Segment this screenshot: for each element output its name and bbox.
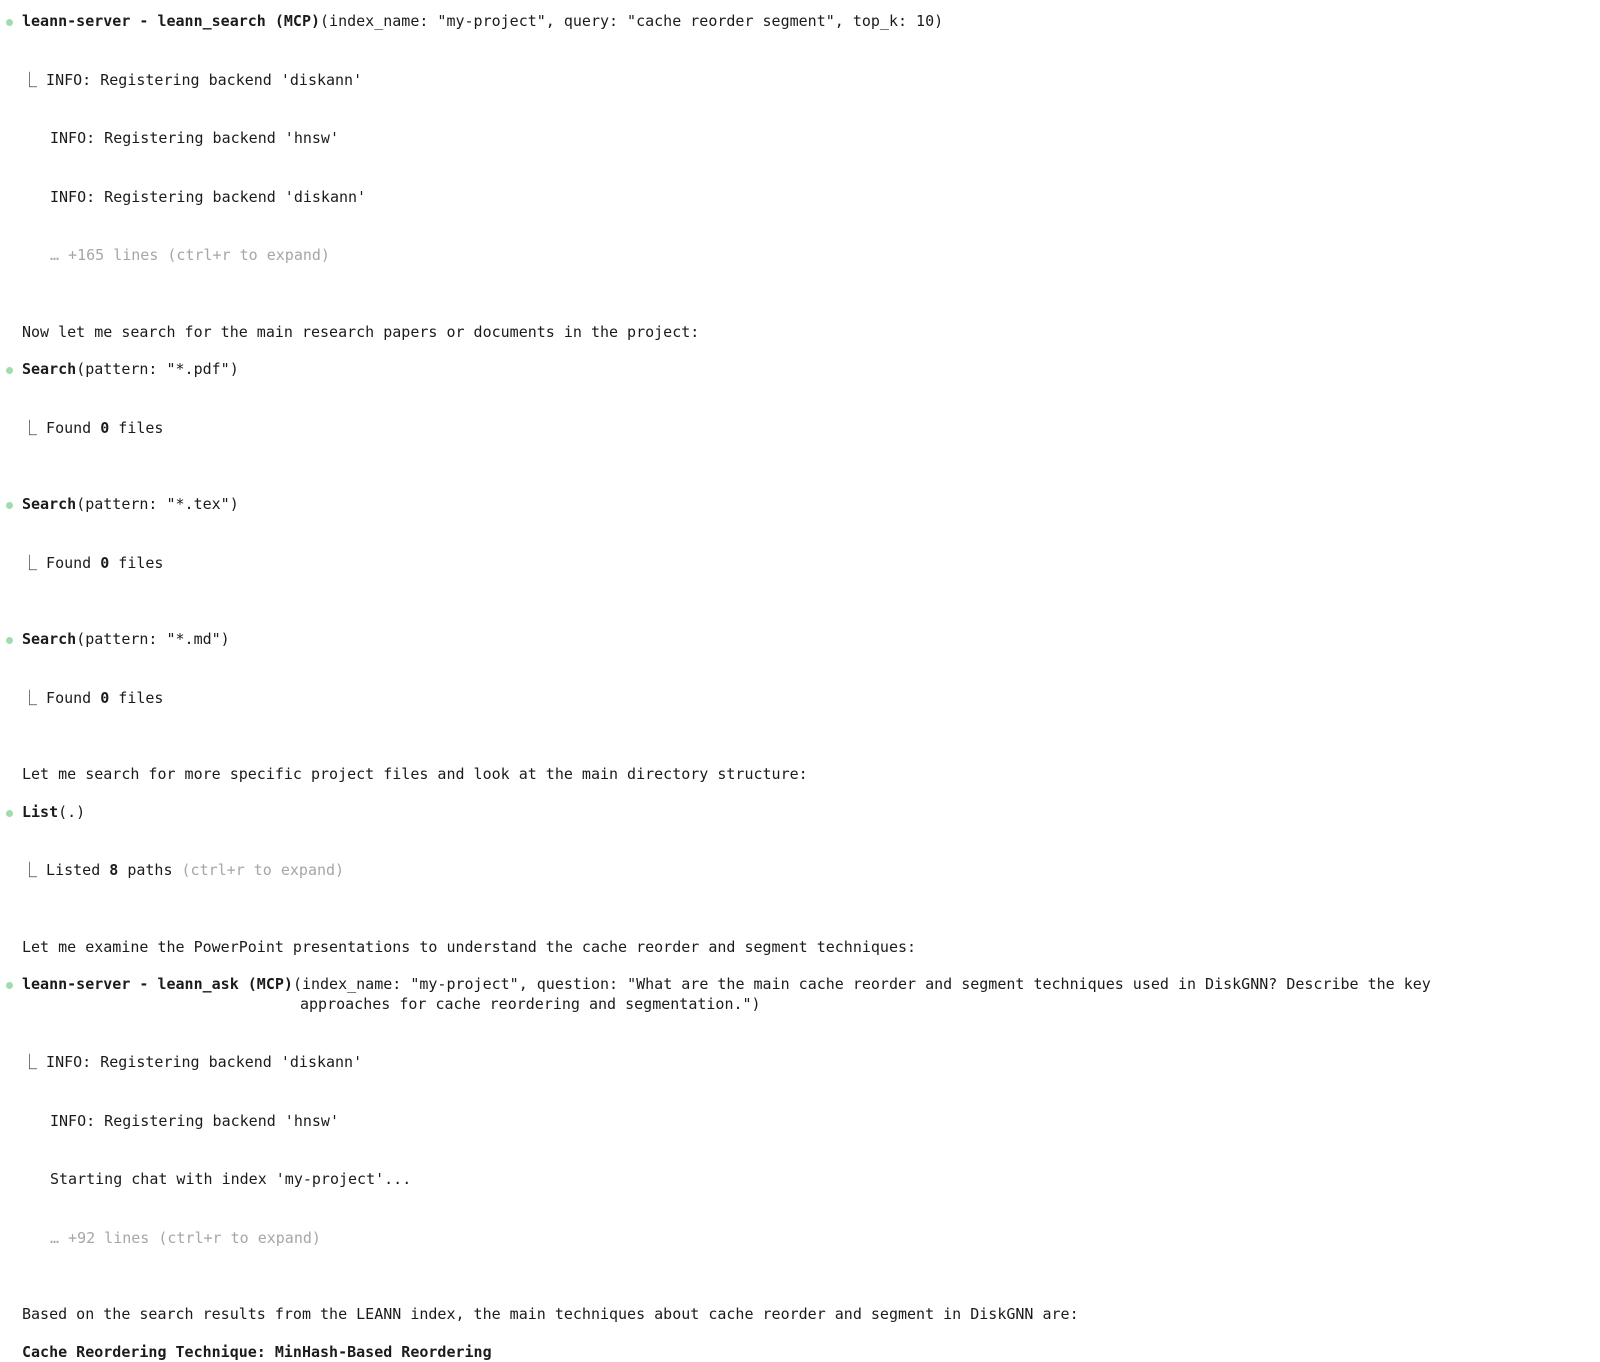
result-count: 0 [100, 689, 109, 707]
tool-arguments: (index_name: "my-project", question: "What are the main cache reorder and segment techniques used in DiskGNN? Describe the key [293, 975, 1431, 993]
status-bullet-icon [6, 810, 13, 817]
result-count: 0 [100, 419, 109, 437]
log-line: INFO: Registering backend 'hnsw' [50, 1112, 339, 1130]
elbow-icon: ⎿ [22, 554, 37, 572]
tool-name: leann-server - leann_search (MCP) [22, 12, 320, 30]
spacer [0, 612, 1600, 630]
assistant-message: Let me examine the PowerPoint presentations to understand the cache reorder and segment techniques: [0, 938, 1600, 958]
spacer [0, 477, 1600, 495]
tool-name: leann-server - leann_ask (MCP) [22, 975, 293, 993]
tool-result-line [22, 1170, 1600, 1190]
tool-invocation [22, 360, 1600, 380]
result-suffix: files [109, 554, 163, 572]
tool-invocation [22, 803, 1600, 823]
tool-result-line [22, 861, 1600, 881]
tool-result-line [22, 1053, 1600, 1073]
log-line: INFO: Registering backend 'hnsw' [50, 129, 339, 147]
tool-name: Search [22, 630, 76, 648]
tool-call-block [0, 360, 1600, 477]
tool-arguments: (pattern: "*.pdf") [76, 360, 239, 378]
result-prefix: Found [46, 419, 100, 437]
tool-invocation [22, 630, 1600, 650]
tool-call-block [0, 803, 1600, 920]
tool-result-line [22, 129, 1600, 149]
tool-result-line [22, 1112, 1600, 1132]
tool-call-block [0, 12, 1600, 305]
tool-arguments: (.) [58, 803, 85, 821]
tool-invocation [22, 975, 1600, 1014]
tool-result-line [22, 71, 1600, 91]
expand-hint[interactable]: … +92 lines (ctrl+r to expand) [22, 1229, 1600, 1249]
log-line: INFO: Registering backend 'diskann' [46, 1053, 362, 1071]
answer-heading: Cache Reordering Technique: MinHash-Based Reordering [0, 1343, 1600, 1362]
tool-arguments: (index_name: "my-project", query: "cache reorder segment", top_k: 10) [320, 12, 943, 30]
elbow-icon: ⎿ [22, 689, 37, 707]
result-prefix: Found [46, 554, 100, 572]
elbow-icon: ⎿ [22, 1053, 37, 1071]
elbow-icon: ⎿ [22, 861, 37, 879]
tool-result-line [22, 419, 1600, 439]
result-suffix: files [109, 689, 163, 707]
result-count: 8 [109, 861, 118, 879]
log-line: INFO: Registering backend 'diskann' [46, 71, 362, 89]
assistant-message: Now let me search for the main research papers or documents in the project: [0, 323, 1600, 343]
tool-arguments-continued: approaches for cache reordering and segmentation.") [22, 995, 1600, 1015]
assistant-message: Based on the search results from the LEANN index, the main techniques about cache reorder and segment in DiskGNN are: [0, 1305, 1600, 1325]
tool-result-line [22, 188, 1600, 208]
tool-name: Search [22, 360, 76, 378]
tool-invocation [22, 495, 1600, 515]
tool-result-line [22, 554, 1600, 574]
tool-arguments: (pattern: "*.md") [76, 630, 230, 648]
status-bullet-icon [6, 19, 13, 26]
assistant-message: Let me search for more specific project files and look at the main directory structure: [0, 765, 1600, 785]
expand-hint[interactable]: (ctrl+r to expand) [182, 861, 345, 879]
elbow-icon: ⎿ [22, 71, 37, 89]
status-bullet-icon [6, 502, 13, 509]
tool-call-block [0, 975, 1600, 1287]
tool-result [22, 822, 1600, 920]
result-prefix: Found [46, 689, 100, 707]
result-suffix: paths [118, 861, 181, 879]
tool-call-block [0, 630, 1600, 747]
log-line: Starting chat with index 'my-project'... [50, 1170, 411, 1188]
tool-result [22, 650, 1600, 748]
tool-invocation [22, 12, 1600, 32]
result-prefix: Listed [46, 861, 109, 879]
result-count: 0 [100, 554, 109, 572]
tool-name: Search [22, 495, 76, 513]
log-line: INFO: Registering backend 'diskann' [50, 188, 366, 206]
tool-result [22, 1014, 1600, 1287]
tool-name: List [22, 803, 58, 821]
tool-result-line [22, 689, 1600, 709]
tool-result [22, 515, 1600, 613]
tool-result [22, 380, 1600, 478]
status-bullet-icon [6, 637, 13, 644]
elbow-icon: ⎿ [22, 419, 37, 437]
status-bullet-icon [6, 982, 13, 989]
status-bullet-icon [6, 367, 13, 374]
tool-result [22, 32, 1600, 305]
tool-call-block [0, 495, 1600, 612]
result-suffix: files [109, 419, 163, 437]
tool-arguments: (pattern: "*.tex") [76, 495, 239, 513]
expand-hint[interactable]: … +165 lines (ctrl+r to expand) [22, 246, 1600, 266]
